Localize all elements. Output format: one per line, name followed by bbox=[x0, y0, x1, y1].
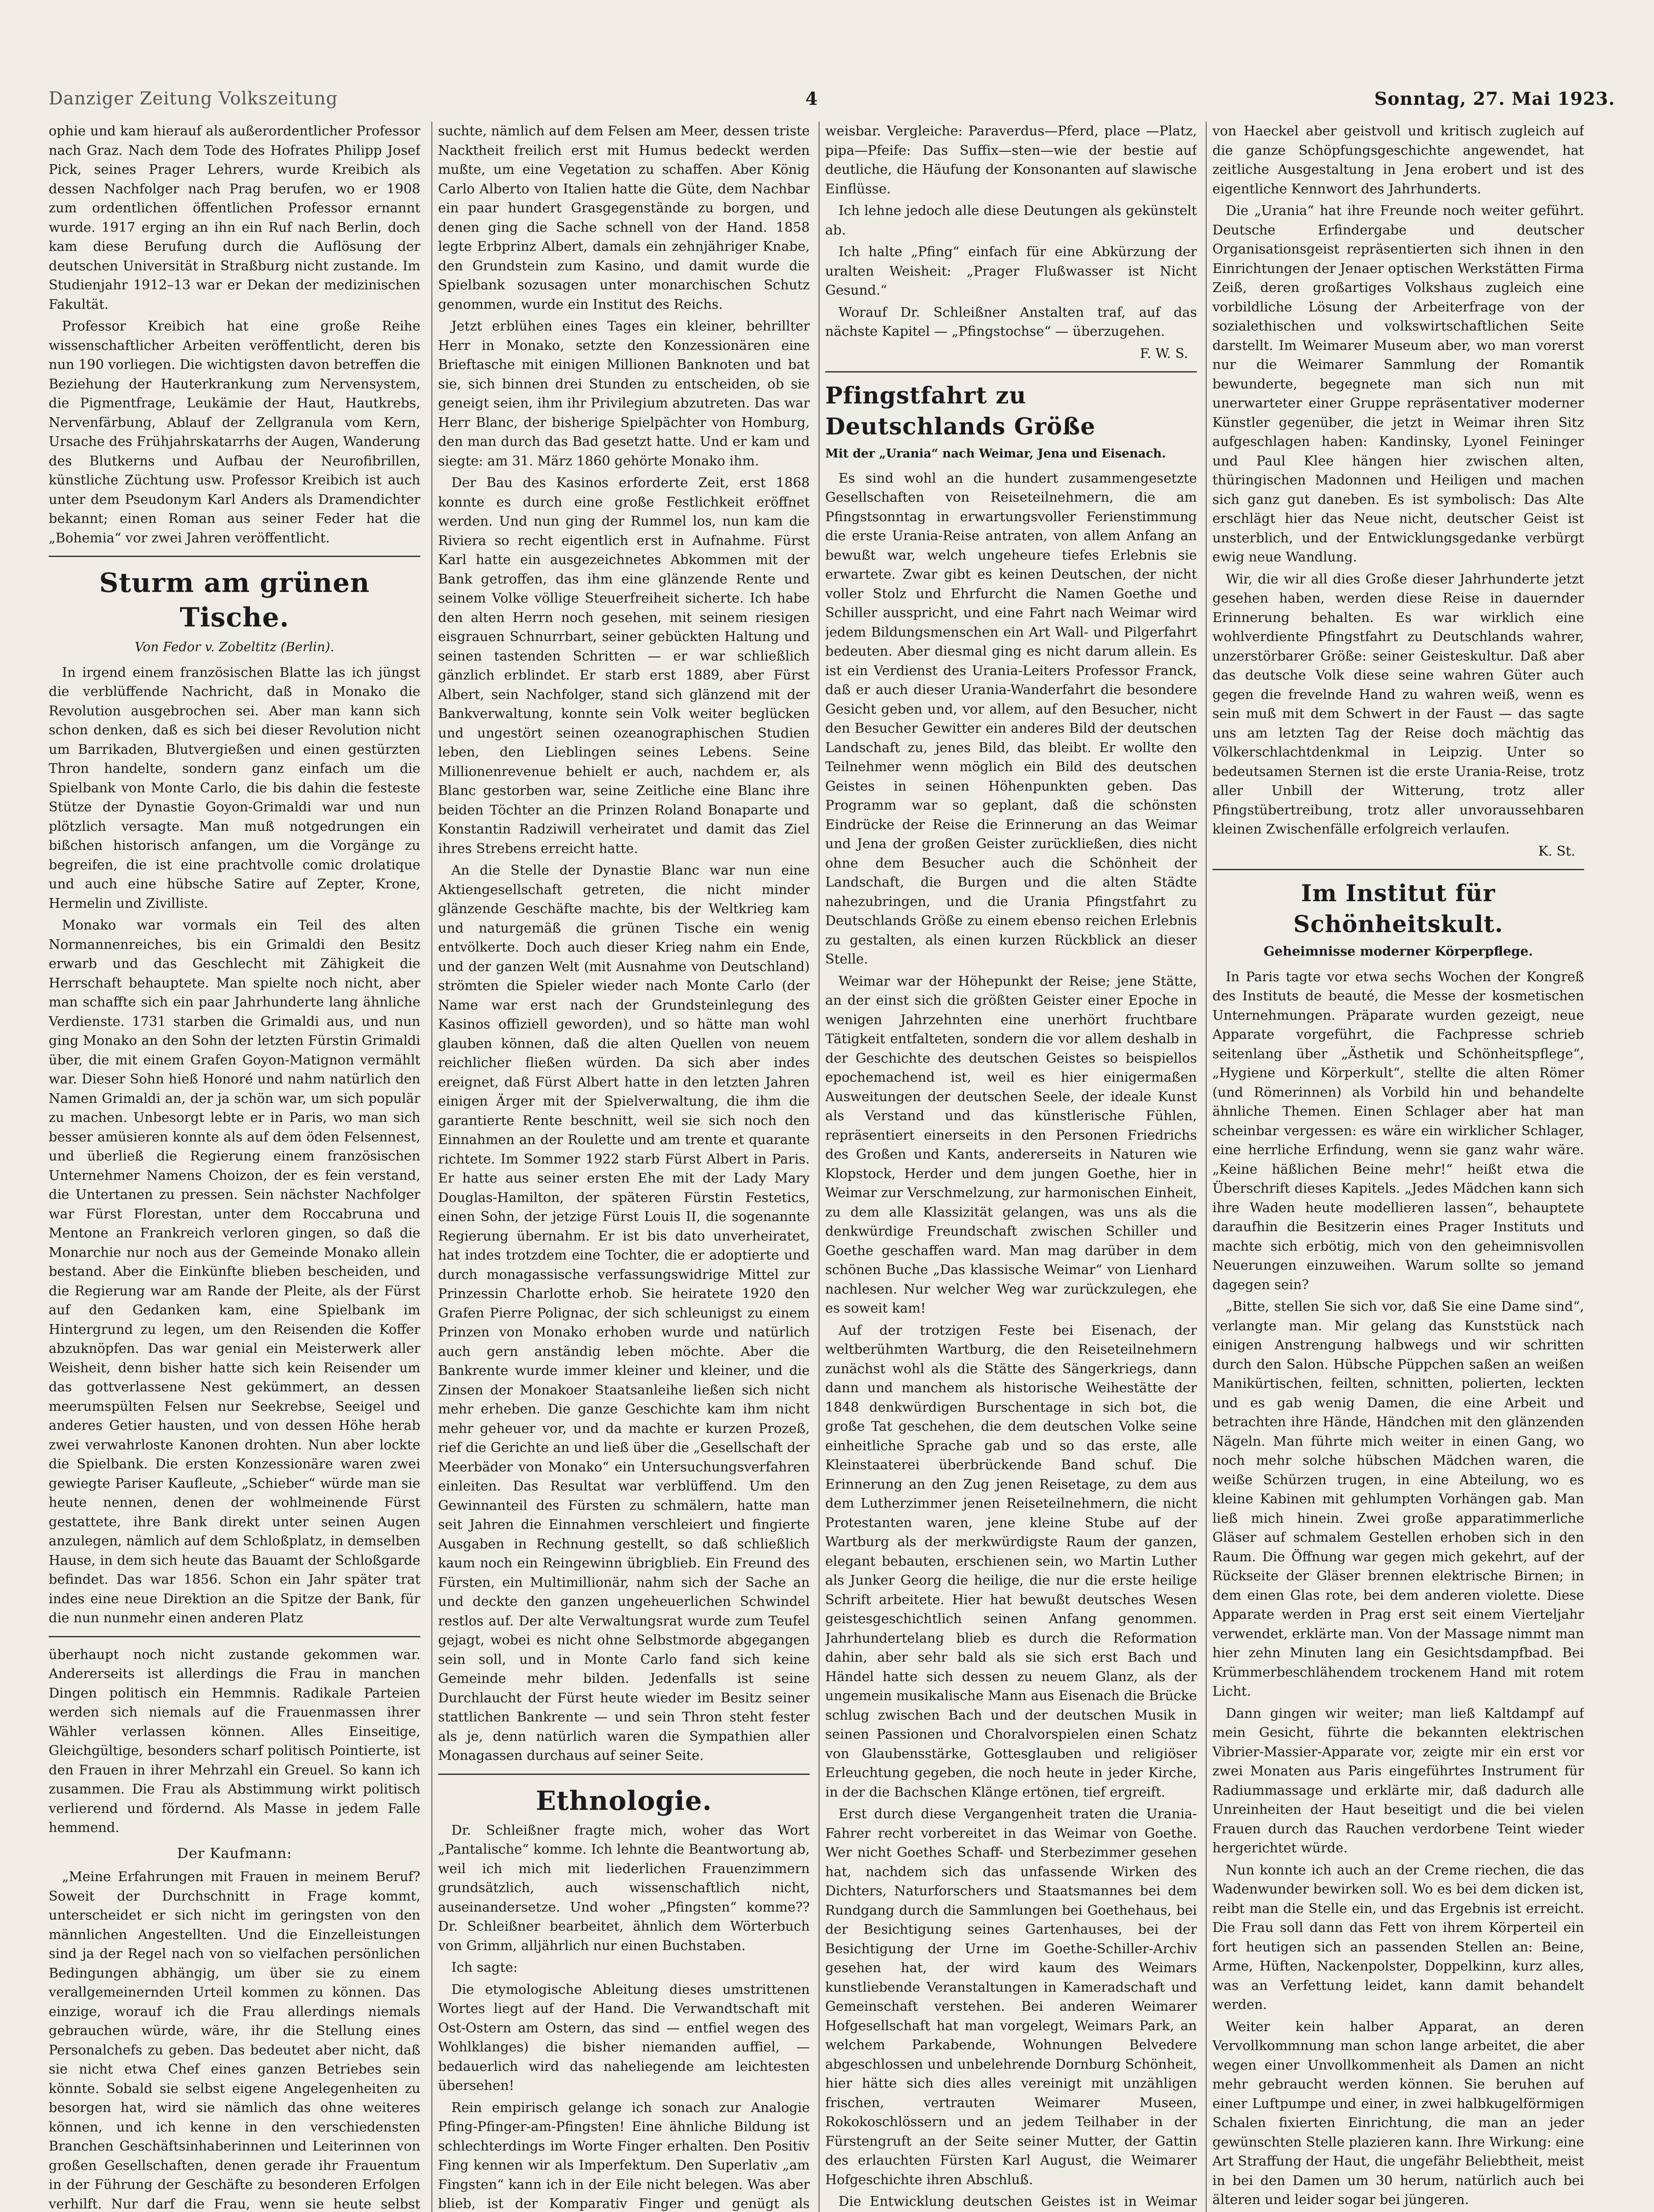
paragraph: Dann gingen wir weiter; man ließ Kaltdampf auf mein Gesicht, führte die bekannten elektrischen Vibrier-Massier-Apparate vor, zeigte mir ein erst vor zwei Monaten aus Paris eingeführtes Instrument für Radiummassage und erklärte mir, daß dadurch alle Unreinheiten der Haut beseitigt und die bei vielen Frauen durch das Rauchen verdorbene Teint wieder hergerichtet würde. bbox=[1212, 1705, 1584, 1856]
section-divider bbox=[825, 371, 1197, 373]
paragraph: An die Stelle der Dynastie Blanc war nun eine Aktiengesellschaft getreten, die nicht minder glänzende Geschäfte machte, bis der Weltkrieg kam und naturgemäß die grünen Tische ein wenig entvölkerte. Doch auch dieser Krieg nahm ein Ende, und der ganzen Welt (mit Ausnahme von Deutschland) strömten die Spieler wieder nach Monte Carlo (der Name war erst nach der Grundsteinlegung des Kasinos offiziell geworden), und so hätte man wohl glauben können, daß die alten Quellen von neuem reichlicher fließen würden. Da sich aber indes ereignet, daß Fürst Albert hatte in den letzten Jahren einigen Ärger mit der Spielverwaltung, die ihm die garantierte Rente beschnitt, weil sie sich noch den Einnahmen an der Roulette und am trente et quarante richtete. Im Sommer 1922 starb Fürst Albert in Paris. Er hatte aus seiner ersten Ehe mit der Lady Mary Douglas-Hamilton, der späteren Fürstin Festetics, einen Sohn, der jetzige Fürst Louis II, die sogenannte Regierung übernahm. Er ist bis dato unverheiratet, hat indes trotzdem eine Tochter, die er adoptierte und durch monagassische verfassungswidrige Mittel zur Prinzessin Charlotte erhob. Sie heiratete 1920 den Grafen Pierre Polignac, der sich schleunigst zu einem Prinzen von Monako erhoben wurde und natürlich auch gern anständig leben möchte. Aber die Bankrente wurde immer kleiner und kleiner, und die Zinsen der Monakoer Staatsanleihe ließen sich nicht mehr erheben. Die ganze Geschichte kam ihm nicht mehr geheuer vor, und da machte er kurzen Prozeß, rief die Gerichte an und ließ über die „Gesellschaft der Meerbäder von Monako“ ein Untersuchungsverfahren einleiten. Das Resultat war verblüffend. Um den Gewinnanteil des Fürsten zu schmälern, hatte man seit Jahren die Einnahmen verschleiert und fingierte Ausgaben in Rechnung gestellt, so daß schließlich kaum noch ein Reingewinn übrigblieb. Ein Freund des Fürsten, ein Multimillionär, nahm sich der Sache an und deckte den ganzen ungeheuerlichen Schwindel restlos auf. Der alte Verwaltungsrat wurde zum Teufel gejagt, wobei es nicht ohne Selbstmorde abgegangen sein soll, und in Monte Carlo fand sich keine Gemeinde mehr bilden. Jedenfalls ist seine Durchlaucht der Fürst heute wieder im Besitz seiner stattlichen Bankrente — und sein Thron steht fester als je, denn natürlich waren die Sympathien aller Monagassen durchaus auf seiner Seite. bbox=[438, 863, 810, 1763]
paragraph: Ich halte „Pfing“ einfach für eine Abkürzung der uralten Weisheit: „Prager Flußwasser ist Nicht Gesund.“ bbox=[825, 244, 1197, 298]
paragraph: Weimar war der Höhepunkt der Reise; jene Stätte, an der einst sich die größten Geister einer Epoche in wenigen Jahrzehnten eine unerhört fruchtbare Tätigkeit entfalteten, sondern die vor allem deshalb in der Geschichte des deutschen Geistes so beispiellos epochemachend ist, weil es hier einigermaßen Ausweitungen der deutschen Seele, der ideale Kunst als Verstand und das künstlerische Fühlen, repräsentiert einerseits in den Personen Friedrichs des Großen und Kants, andererseits in Naturen wie Klopstock, Herder und dem jungen Goethe, hier in Weimar zur Verschmelzung, zur harmonischen Einheit, zu dem alle Klassizität gelangen, was uns als die denkwürdige Freundschaft zwischen Schiller und Goethe geschaffen ward. Man mag darüber in dem schönen Buche „Das klassische Weimar“ von Lienhard nachlesen. Nur welcher Weg war zurückzulegen, ehe es soweit kam! bbox=[825, 973, 1197, 1316]
paragraph: Worauf Dr. Schleißner Anstalten traf, auf das nächste Kapitel — „Pfingstochse“ — überzugehen. bbox=[825, 304, 1197, 339]
masthead-date: Sonntag, 27. Mai 1923. bbox=[1374, 88, 1615, 109]
paragraph: Nun konnte ich auch an der Creme riechen, die das Wadenwunder bewirken soll. Wo es bei dem dicken ist, reibt man die Stelle ein, und das Ergebnis ist erreicht. Die Frau soll dann das Fett von ihrem Körperteil ein fort heutigen sich an passenden Stellen an: Beine, Arme, Hüften, Nackenpolster, Doppelkinn, kurz alles, was an Verfettung leidet, kann damit behandelt werden. bbox=[1212, 1862, 1584, 2012]
paragraph: In irgend einem französischen Blatte las ich jüngst die verblüffende Nachricht, daß in Monako die Revolution ausgebrochen sei. Aber man kann sich schon denken, daß es sich bei dieser Revolution nicht um Barrikaden, Blutvergießen und einen gestürzten Thron handelte, sondern ganz einfach um die Spielbank von Monte Carlo, die bis dahin die festeste Stütze der Dynastie Goyon-Grimaldi war und nun plötzlich versagte. Man muß notgedrungen ein bißchen historisch anfangen, um die Vorgänge zu begreifen, die ist eine prachtvolle comic drolatique und auch eine hübsche Satire auf Zepter, Krone, Hermelin und Zivilliste. bbox=[49, 664, 420, 911]
masthead-paper-name: Danziger Zeitung Volkszeitung bbox=[49, 88, 338, 109]
paragraph: Erst durch diese Vergangenheit traten die Urania-Fahrer recht vorbereitet in das Weimar von Goethe. Wer nicht Goethes Schaff- und Sterbezimmer gesehen hat, nachdem sich das unfassende Wirken des Dichters, Naturforschers und Staatsmannes bei dem Rundgang durch die Sammlungen bei Goethehaus, bei der Besichtigung seines Gartenhauses, bei der Besichtigung der Urne im Goethe-Schiller-Archiv gesehen hat, der wird kaum des Weimars kunstliebende Veranstaltungen in Kameradschaft und Gemeinschaft verstehen. Bei anderen Weimarer Hofgesellschaft hat man vorgelegt, Weimars Park, an welchem Parkabende, Wohnungen Belvedere abgeschlossen und unbelehrende Dornburg Schönheit, hier hätte sich dies alles vereinigt mit unzähligen frischen, vertrauten Weimarer Museen, Rokokoschlössern und an jedem Teilhaber in der Fürstengruft an der Seite seiner Mutter, der Gattin des erlauchten Fürsten Karl August, die Weimarer Hofgeschichte ihren Abschluß. bbox=[825, 1806, 1197, 2188]
paragraph: Ich lehne jedoch alle diese Deutungen als gekünstelt ab. bbox=[825, 203, 1197, 238]
author-signature: F. W. S. bbox=[1140, 346, 1188, 361]
article-headline: Im Institut für Schönheitskult. bbox=[1293, 880, 1504, 938]
masthead bbox=[49, 88, 1615, 115]
article-subheadline: Mit der „Urania“ nach Weimar, Jena und Eisenach. bbox=[825, 447, 1166, 461]
subsection-label: Der Kaufmann: bbox=[177, 1844, 292, 1862]
article-byline: Von Fedor v. Zobeltitz (Berlin). bbox=[135, 639, 335, 654]
column-3 bbox=[825, 122, 1197, 2212]
paragraph: suchte, nämlich auf dem Felsen am Meer, dessen triste Nacktheit freilich erst mit Humus bedeckt werden mußte, um eine Vegetation zu schaffen. Aber König Carlo Alberto von Italien hatte die Güte, dem Nachbar ein paar hundert Grasgegenstände zu borgen, und denen ging die Sache schnell von der Hand. 1858 legte Erbprinz Albert, damals ein zehnjähriger Knabe, den Grundstein zum Kasino, und damit wurde die Spielbank sozusagen unter monarchischen Schutz genommen, wurde ein Institut des Reichs. bbox=[438, 123, 810, 312]
article-headline: Sturm am grünen Tische. bbox=[99, 568, 370, 633]
paragraph: Dr. Schleißner fragte mich, woher das Wort „Pantalische“ komme. Ich lehnte die Beantwortung ab, weil ich mich mit liederlichen Frauenzimmern grundsätzlich, auch wissenschaftlich nicht, auseinandersetze. Und woher „Pfingsten“ komme?? Dr. Schleißner bearbeitet, ähnlich dem Wörterbuch von Grimm, alljährlich nur einen Buchstaben. bbox=[438, 1822, 810, 1954]
paragraph: „Meine Erfahrungen mit Frauen in meinem Beruf? Soweit der Durchschnitt in Frage kommt, unterscheidet er sich nicht im geringsten von den männlichen Angestellten. Und die Einzelleistungen sind ja der Regel nach von so vielfachen persönlichen Bedingungen abhängig, um über sie zu einem verallgemeinernden Urteil kommen zu können. Das einzige, worauf ich die Frau allerdings niemals gebrauchen würde, wäre, ihr die Stellung eines Personalchefs zu geben. Das bedeutet aber nicht, daß sie nicht etwa Chef eines ganzen Betriebes sein könnte. Sobald sie selbst eigene Angelegenheiten zu besorgen hat, wird sie nämlich das ohne weiteres können, und ich kenne in den verschiedensten Branchen Geschäftsinhaberinnen und Leiterinnen von großen Gesellschaften, denen gerade ihr Frauentum in der Führung der Geschäfte zu besonderen Erfolgen verhilft. Nur darf die Frau, wenn sie heute selbst bbox=[49, 1869, 420, 2212]
section-divider bbox=[1212, 869, 1584, 870]
paragraph: Es sind wohl an die hundert zusammengesetzte Gesellschaften von Reiseteilnehmern, die am Pfingstsonntag in erwartungsvoller Ferienstimmung die erste Urania-Reise antraten, von allem Anfang an bewußt war, welch ungeheure tiefes Erlebnis sie erwartete. Zwar gibt es keinen Deutschen, der nicht voller Stolz und Ehrfurcht die Namen Goethe und Schiller ausspricht, und eine Fahrt nach Weimar wird jedem Bildungsmenschen ein Art Wall- und Pilgerfahrt bedeuten. Aber diesmal ging es nicht darum allein. Es ist ein Verdienst des Urania-Leiters Professor Franck, daß er auch dieser Urania-Wanderfahrt die besondere Gesicht geben und, vor allem, auf den Besucher, nicht den Besucher Gewitter ein anderes Bild der deutschen Landschaft zu, jenes Bild, das bleibt. Er wollte den Teilnehmer wenn möglich ein Bild des deutschen Geistes in seinen Höhenpunkten geben. Das Programm war so geplant, daß die schönsten Eindrücke der Reise die Erinnerung an das Weimar und Jena der großen Geister zurückließen, dies nicht ohne dem Besucher auch die Schönheit der Landschaft, die Burgen und die alten Städte nahezubringen, und die Urania Pfingstfahrt zu Deutschlands Größe zu einem ebenso reichen Erlebnis zu gestalten, als einen kurzen Rückblick an dieser Stelle. bbox=[825, 470, 1197, 967]
column-2 bbox=[438, 122, 810, 2212]
paragraph: „Bitte, stellen Sie sich vor, daß Sie eine Dame sind“, verlangte man. Mir gelang das Kunststück nach einigen Anstrengung halbwegs und wir schritten durch den Salon. Hübsche Püppchen saßen an weißen Manikürtischen, feilten, schnitten, polierten, leckten und es gab wenig Damen, die eine Arbeit und betrachten ihre Hände, Händchen mit den glänzenden Nägeln. Man führte mich weiter in einen Gang, wo noch mehr solche hübschen Mädchen waren, die weiße Schürzen trugen, in eine Abteilung, wo es kleine Kabinen mit gehlumpten Vorhängen gab. Man ließ mich hinein. Zwei große apparatimmerliche Gläser auf schmalem Gestellen erhoben sich in den Raum. Die Öffnung war gegen mich gekehrt, auf der Rückseite der Gläser brennen elektrische Birnen; in dem einen Glas rote, bei dem anderen violette. Diese Apparate werden in Prag erst seit einem Vierteljahr verwendet, erklärte man. Von der Massage nimmt man hier zehn Minuten lang ein Gesichtsdampfbad. Bei Krümmerbeschlähendem trockenem Hand mit rotem Licht. bbox=[1212, 1299, 1584, 1699]
article-headline: Ethnologie. bbox=[535, 1785, 712, 1816]
column-1 bbox=[49, 122, 420, 2212]
paragraph: In Paris tagte vor etwa sechs Wochen der Kongreß des Instituts de beauté, die Messe der kosmetischen Unternehmungen. Präparate wurden gezeigt, neue Apparate vorgeführt, die Fachpresse schrieb seitenlang über „Ästhetik und Schönheitspflege“, „Hygiene und Körperkult“, stellte die alten Römer (und Römerinnen) als Vorbild hin und behandelte ähnliche Themen. Einen Schlager aber hat man scheinbar vergessen: es wäre ein wirklicher Schlager, eine herrliche Erfindung, wenn sie ganz wahr wäre. „Keine häßlichen Beine mehr!“ heißt etwa die Überschrift dieses Kapitels. „Jedes Mädchen kann sich ihre Waden heute modellieren lassen“, behauptete daraufhin die Besitzerin eines Prager Instituts und machte sich erbötig, mich von den geheimnisvollen Neuerungen einzuweihen. Warum sollte so jemand dagegen sein? bbox=[1212, 969, 1584, 1293]
paragraph: weisbar. Vergleiche: Paraverdus—Pferd, place —Platz, pipa—Pfeife: Das Suffix—sten—wie der bestie auf deutliche, die Häufung der Konsonanten auf slawische Einflüsse. bbox=[825, 123, 1197, 197]
column-rule bbox=[431, 122, 432, 2212]
paragraph: Die Entwicklung deutschen Geistes ist in Weimar bbox=[839, 2194, 1197, 2209]
paragraph: Professor Kreibich hat eine große Reihe wissenschaftlicher Arbeiten veröffentlicht, deren bis nun 190 vorliegen. Die wichtigsten davon betreffen die Beziehung der Hauterkrankung zum Nervensystem, die Pigmentfrage, Leukämie der Haut, Hautkrebs, Nervenfärbung, Ablauf der Zellgranula vom Kern, Ursache des Frühjahrskatarrhs der Augen, Wanderung des Blutkerns und Aufbau der Neurofibrillen, künstliche Züchtung usw. Professor Kreibich ist auch unter dem Pseudonym Karl Anders als Dramendichter bekannt; einen Roman aus seiner Feder hat die „Bohemia“ vor zwei Jahren veröffentlicht. bbox=[49, 319, 420, 546]
section-divider bbox=[49, 1636, 420, 1637]
paragraph: von Haeckel aber geistvoll und kritisch zugleich auf die ganze Schöpfungsgeschichte angewendet, hat zeitliche Ausgestaltung in Jena erobert und ist des eigentliche Kennwort des Jahrhunderts. bbox=[1212, 123, 1584, 197]
article-subheadline: Geheimnisse moderner Körperpflege. bbox=[1263, 944, 1533, 959]
paragraph: Der Bau des Kasinos erforderte Zeit, erst 1868 konnte es durch eine große Festlichkeit eröffnet werden. Und nun ging der Rummel los, nun kam die Riviera so recht eigentlich erst in Aufnahme. Fürst Karl hatte ein ausgezeichnetes Abkommen mit der Bank getroffen, das ihm eine glänzende Rente und seinem Volke völlige Steuerfreiheit sicherte. Ich habe den alten Herrn noch gesehen, mit seinem riesigen eisgrauen Schnurrbart, seiner gebückten Haltung und seinen tastenden Schritten — er war schließlich gänzlich erblindet. Er starb erst 1889, aber Fürst Albert, sein Nachfolger, stand sich glänzend mit der Bankverwaltung, konnte sein Volk weiter beglücken und ungestört seinen ozeanographischen Studien leben, den Lieblingen seines Lebens. Seine Millionenrevenue behielt er auch, nachdem er, als Blanc gestorben war, seine Zeitliche eine Blanc ihre beiden Töchter an die Prinzen Roland Bonaparte und Konstantin Radziwill verheiratet und damit das Ziel ihres Strebens erreicht hatte. bbox=[438, 475, 810, 856]
paragraph: ophie und kam hierauf als außerordentlicher Professor nach Graz. Nach dem Tode des Hofrates Philipp Josef Pick, seines Prager Lehrers, wurde Kreibich als dessen Nachfolger nach Prag berufen, wo er 1908 zum ordentlichen öffentlichen Professor ernannt wurde. 1917 erging an ihn ein Ruf nach Berlin, doch kam diese Berufung durch die Auflösung der deutschen Universität in Straßburg nicht zustande. Im Studienjahr 1912–13 war er Dekan der medizinischen Fakultät. bbox=[49, 123, 420, 312]
article-headline: Pfingstfahrt zu Deutschlands Größe bbox=[825, 382, 1096, 440]
column-4 bbox=[1212, 122, 1584, 2212]
author-signature: K. St. bbox=[1538, 843, 1575, 859]
paragraph: überhaupt noch nicht zustande gekommen war. Andererseits ist allerdings die Frau in manchen Dingen politisch ein Hemmnis. Radikale Parteien werden sich niemals auf die Frauenmassen ihrer Wähler verlassen können. Alles Einseitige, Gleichgültige, besonders scharf politisch Pointierte, ist den Frauen in ihrer Mehrzahl ein Greuel. So kann ich zusammen. Die Frau als Abstimmung wirkt politisch verlierend und fördernd. Als Masse in jedem Falle hemmend. bbox=[49, 1647, 420, 1836]
page-number: 4 bbox=[805, 88, 818, 109]
paragraph: Weiter kein halber Apparat, an deren Vervollkommnung man schon lange arbeitet, die aber wegen einer Unvollkommenheit als Damen an nicht mehr gebraucht werden können. Sie beruhen auf einer Luftpumpe und einer, in zwei halbkugelförmigen Schalen fixierten Einrichtung, die man an jeder gewünschten Stelle plazieren kann. Ihre Wirkung: eine Art Straffung der Haut, die ungefähr Beliebtheit, meist in bei den Damen um 30 herum, natürlich auch bei älteren und leider sogar bei jüngeren. bbox=[1212, 2019, 1584, 2208]
paragraph: Die etymologische Ableitung dieses umstrittenen Wortes liegt auf der Hand. Die Verwandtschaft mit Ost-Ostern am Ostern, das sind — entfiel wegen des Wohlklanges) die bisher niemanden auffiel, — bedauerlich wird das naheliegende am leichtesten übersehen! bbox=[438, 1982, 810, 2093]
column-rule bbox=[1206, 122, 1207, 2212]
paragraph: Ich sagte: bbox=[451, 1960, 518, 1975]
paragraph: Jetzt erblühen eines Tages ein kleiner, behrillter Herr in Monako, setzte den Konzessionären eine Brieftasche mit einigen Millionen Banknoten und bat sie, sich binnen drei Stunden zu entscheiden, ob sie geneigt seien, ihm ihr Privilegium abzutreten. Das war Herr Blanc, der bisherige Spielpächter von Homburg, den man durch das Bad gesetzt hatte. Und er kam und siegte: am 31. März 1860 gehörte Monako ihm. bbox=[438, 319, 810, 469]
section-divider bbox=[49, 556, 420, 557]
paragraph: Rein empirisch gelange ich sonach zur Analogie Pfing-Pfinger-am-Pfingsten! Eine ähnliche Bildung ist schlechterdings im Worte Finger erhalten. Den Positiv Fing kennen wir als Imperfektum. Den Superlativ „am Fingsten“ kann ich in der Eile nicht belegen. Was aber blieb, ist der Komparativ Finger und genügt als bbox=[438, 2100, 810, 2212]
paragraph: Auf der trotzigen Feste bei Eisenach, der weltberühmten Wartburg, die den Reiseteilnehmern zunächst wohl als die Stätte des Sängerkriegs, dann dann und manchem als historische Weihestätte der 1848 denkwürdigen Burschentage in sich bot, die große Tat geschehen, die dem deutschen Volke seine einheitliche Sprache gab und so das erste, alle Kleinstaaterei überbrückende Band schuf. Die Erinnerung an den Zug jenen Reisetage, zu dem aus dem Lutherzimmer jenen Reiseteilnehmern, die nicht Protestanten waren, jene kleine Stube auf der Wartburg als der merkwürdigste Raum der ganzen, elegant bebauten, erschienen sein, wo Martin Luther als Junker Georg die heilige, die nur die erste heilige Schrift arbeitete. Hier hat bewußt deutsches Wesen geistesgeschichtlich seinen Anfang genommen. Jahrhundertelang blieb es durch die Reformation dahin, aber sehr bald als sie sich erst Bach und Händel hatte sich dessen zu neuem Glanz, als der ungemein musikalische Mann aus Eisenach die Brücke schlug zwischen Bach und der deutschen Musik in seinen Passionen und Choralvorspielen einen Schatz von Glaubensstärke, Gottesglauben und religiöser Erleuchtung gegeben, die noch heute in jeder Kirche, in der die Bachschen Klänge ertönen, tief ergreift. bbox=[825, 1322, 1197, 1800]
paragraph: Die „Urania“ hat ihre Freunde noch weiter geführt. Deutsche Erfindergabe und deutscher Organisationsgeist repräsentierten sich ihnen in den Einrichtungen der Jenaer optischen Werkstätten Firma Zeiß, deren großartiges Volkshaus zugleich eine vorbildliche Lösung der Arbeiterfrage von der sozialethischen und volkswirtschaftlichen Seite darstellt. Im Weimarer Museum aber, wo man vorerst nur die Weimarer Sammlung der Romantik bewunderte, begegnete man sich nun mit unerwarteter einer Gruppe repräsentativer moderner Künstler gegenüber, die jetzt in Weimar ihren Sitz aufgeschlagen haben: Kandinsky, Lyonel Feininger und Paul Klee hängen hier zwischen alten, thüringischen Madonnen und Heiligen und machen sich ganz gut daneben. Es ist symbolisch: Das Alte erschlägt hier das Neue nicht, deutscher Geist ist unsterblich, und der Entwicklungsgedanke verbürgt ewig neue Wandlung. bbox=[1212, 203, 1584, 565]
paragraph: Wir, die wir all dies Große dieser Jahrhunderte jetzt gesehen haben, werden diese Reise in dauernder Erinnerung behalten. Es war wirklich eine wohlverdiente Pfingstfahrt zu Deutschlands wahrer, unzerstörbarer Größe: seiner Geisteskultur. Daß aber das deutsche Volk diese seine wahren Güter auch gegen die frevelnde Hand zu wahren weiß, wenn es sein muß mit dem Schwert in der Faust — das sagte uns am letzten Tag der Reise doch mächtig das Völkerschlachtdenkmal in Leipzig. Unter so bedeutsamen Sternen ist die erste Urania-Reise, trotz aller Unbill der Witterung, trotz aller Pfingstübertreibung, trotz aller unvoraussehbaren kleinen Zwischenfälle erfolgreich verlaufen. bbox=[1212, 571, 1584, 837]
section-divider bbox=[438, 1774, 810, 1775]
paragraph: Monako war vormals ein Teil des alten Normannenreiches, bis ein Grimaldi den Besitz erwarb und das Geschlecht mit Zähigkeit die Herrschaft behauptete. Man spielte noch nicht, aber man schaffte sich ein paar Jahrhunderte lang ähnliche Verdienste. 1731 starben die Grimaldi aus, und nun ging Monako an den Sohn der letzten Fürstin Grimaldi über, die mit einem Grafen Goyon-Matignon vermählt war. Dieser Sohn hieß Honoré und nahm natürlich den Namen Grimaldi an, der ja schön war, um sich populär zu machen. Unbesorgt lebte er in Paris, wo man sich besser amüsieren konnte als auf dem öden Felsennest, und überließ die Regierung einem französischen Unternehmer Namens Choizon, der es fein verstand, die Untertanen zu pressen. Sein nächster Nachfolger war Fürst Florestan, unter dem Roccabruna und Mentone an Frankreich verloren gingen, so daß die Monarchie nur noch aus der Gemeinde Monako allein bestand. Aber die Einkünfte blieben bescheiden, und die Regierung war am Rande der Pleite, als der Fürst auf den Gedanken kam, eine Spielbank im Hintergrund zu legen, um den Reisenden die Koffer abzuknöpfen. Das war genial ein Meisterwerk aller Weisheit, denn bisher hatte sich kein Reisender um das gottverlassene Nest gekümmert, an dessen meerumspülten Felsen nur Seekrebse, Seeigel und anderes Getier hausten, und von dessen Höhe herab zwei verwahrloste Kanonen drohten. Nun aber lockte die Spielbank. Die ersten Konzessionäre waren zwei gewiegte Pariser Kaufleute, „Schieber“ würde man sie heute nennen, denen der wohlmeinende Fürst gestattete, ihre Bank direkt unter seinen Augen anzulegen, nämlich auf dem Schloßplatz, in demselben Hause, in dem sich heute das Bauamt der Schloßgarde befindet. Das war 1856. Schon ein Jahr später trat indes eine neue Direktion an die Spitze der Bank, für die nun nunmehr einen anderen Platz bbox=[49, 918, 420, 1626]
